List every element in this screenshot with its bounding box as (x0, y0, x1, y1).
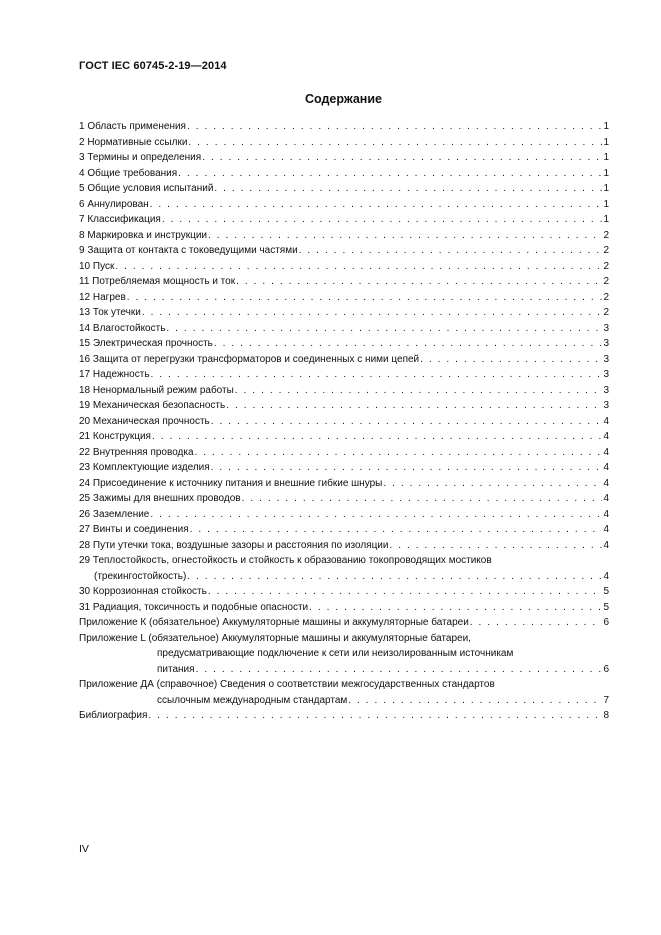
toc-page-number: 4 (603, 431, 609, 442)
toc-page-number: 1 (603, 167, 609, 179)
toc-entry-text: Библиография (79, 710, 148, 721)
toc-entry-text: 5 Общие условия испытаний (79, 183, 214, 194)
toc-entry-text: предусматривающие подключение к сети или неизолированным источникам (157, 648, 514, 659)
toc-entry-text: 28 Пути утечки тока, воздушные зазоры и расстояния по изоляции (79, 539, 389, 551)
toc-entry-text: 16 Защита от перегрузки трансформаторов и соединенных с ними цепей (79, 353, 420, 365)
toc-entry[interactable] (79, 414, 609, 430)
toc-entry-text: Приложение К (обязательное) Аккумуляторные машины и аккумуляторные батареи (79, 617, 469, 628)
toc-entry[interactable] (79, 259, 609, 275)
toc-page-number: 2 (603, 307, 609, 318)
toc-entry[interactable] (79, 491, 609, 507)
toc-entry[interactable] (79, 507, 609, 523)
toc-entry[interactable] (79, 615, 609, 631)
toc-page-number: 4 (603, 508, 609, 520)
toc-entry-text: Приложение L (обязательное) Аккумуляторные машины и аккумуляторные батареи, (79, 632, 471, 644)
toc-page-number: 1 (603, 121, 609, 132)
toc-leader-dots (202, 150, 602, 166)
toc-page-number: 3 (603, 338, 609, 349)
toc-entry-text: 20 Механическая прочность (79, 415, 210, 427)
toc-entry[interactable] (79, 538, 609, 554)
toc-page-number: 2 (603, 260, 609, 272)
toc-page-number: 4 (603, 462, 609, 473)
toc-entry[interactable] (79, 197, 609, 213)
toc-leader-dots (309, 600, 602, 616)
toc-page-number: 4 (603, 570, 609, 582)
toc-leader-dots (235, 383, 603, 399)
toc-leader-dots (226, 398, 602, 414)
toc-page-number: 2 (603, 229, 609, 241)
toc-entry[interactable] (79, 460, 609, 476)
toc-page-number: 6 (603, 617, 609, 628)
toc-page-number: 7 (603, 694, 609, 706)
document-header: ГОСТ IEC 60745-2-19—2014 (79, 60, 227, 72)
toc-leader-dots (211, 414, 603, 430)
toc-page-number: 4 (603, 524, 609, 535)
toc-leader-dots (162, 212, 603, 228)
toc-entry-text: 13 Ток утечки (79, 307, 141, 318)
toc-entry[interactable] (79, 243, 609, 259)
toc-leader-dots (420, 352, 602, 368)
toc-page-number: 1 (603, 152, 609, 163)
toc-entry[interactable] (79, 352, 609, 368)
toc-entry-text: 25 Зажимы для внешних проводов (79, 493, 241, 504)
toc-leader-dots (190, 522, 603, 538)
toc-entry[interactable] (79, 166, 609, 182)
toc-entry-text: 19 Механическая безопасность (79, 400, 226, 411)
toc-entry-text: 22 Внутренняя проводка (79, 446, 194, 458)
toc-entry-text: 14 Влагостойкость (79, 322, 166, 334)
toc-entry[interactable] (79, 445, 609, 461)
toc-entry[interactable] (79, 119, 609, 135)
toc-title: Содержание (304, 92, 382, 106)
toc-leader-dots (152, 429, 602, 445)
toc-entry-text: 18 Ненормальный режим работы (79, 384, 234, 396)
toc-entry-text: 30 Коррозионная стойкость (79, 586, 207, 597)
toc-page-number: 1 (603, 198, 609, 210)
toc-entry[interactable] (79, 398, 609, 414)
toc-entry[interactable] (79, 290, 609, 306)
toc-entry[interactable] (79, 228, 609, 244)
toc-page-number: 2 (603, 245, 609, 256)
toc-leader-dots (299, 243, 603, 259)
toc-entry-text: 10 Пуск (79, 260, 115, 272)
toc-leader-dots (211, 460, 603, 476)
toc-leader-dots (187, 569, 602, 585)
toc-entry-text: 26 Заземление (79, 508, 150, 520)
toc-entry[interactable] (79, 336, 609, 352)
toc-entry[interactable] (79, 212, 609, 228)
toc-page-number: 3 (603, 322, 609, 334)
toc-entry-text: Приложение ДА (справочное) Сведения о соответствии межгосударственных стандартов (79, 679, 495, 690)
toc-entry[interactable] (79, 321, 609, 337)
toc-page-number: 6 (603, 663, 609, 675)
toc-leader-dots (150, 197, 603, 213)
toc-page-number: 5 (603, 586, 609, 597)
toc-entry[interactable] (79, 150, 609, 166)
toc-leader-dots (470, 615, 603, 631)
toc-leader-dots (166, 321, 602, 337)
toc-entry-text: 9 Защита от контакта с токоведущими частями (79, 245, 298, 256)
toc-secondary-list (79, 584, 609, 631)
toc-entry-text: 6 Аннулирован (79, 198, 149, 210)
toc-leader-dots (178, 166, 602, 182)
toc-entry[interactable] (79, 135, 609, 151)
toc-entry-text: 23 Комплектующие изделия (79, 462, 210, 473)
toc-entry[interactable] (79, 383, 609, 399)
table-of-contents (79, 119, 609, 724)
toc-entry-text: 31 Радиация, токсичность и подобные опасности (79, 601, 309, 613)
toc-entry-text: 27 Винты и соединения (79, 524, 189, 535)
toc-entry-text: 29 Теплостойкость, огнестойкость и стойкость к образованию токопроводящих мостиков (79, 555, 492, 566)
toc-page-number: 4 (603, 446, 609, 458)
toc-leader-dots (187, 119, 602, 135)
toc-page-number: 3 (603, 384, 609, 396)
toc-entry-text: 1 Область применения (79, 121, 186, 132)
toc-leader-dots (236, 274, 602, 290)
toc-entry-text: 3 Термины и определения (79, 152, 202, 163)
toc-leader-dots (151, 367, 603, 383)
toc-page-number: 3 (603, 369, 609, 380)
toc-entry-bibliography[interactable] (79, 708, 609, 724)
toc-entry-text: (трекингостойкость) (94, 570, 187, 582)
toc-entry[interactable] (79, 476, 609, 492)
toc-leader-dots (389, 538, 602, 554)
toc-entry[interactable] (79, 181, 609, 197)
toc-leader-dots (208, 584, 603, 600)
toc-entry-text: 17 Надежность (79, 369, 150, 380)
toc-page-number: 1 (603, 183, 609, 194)
toc-page-number: 1 (603, 214, 609, 225)
toc-entry-annex-da[interactable] (79, 677, 609, 708)
toc-leader-dots (383, 476, 602, 492)
toc-leader-dots (150, 507, 602, 523)
toc-entry[interactable] (79, 584, 609, 600)
toc-entry-text: 4 Общие требования (79, 167, 178, 179)
toc-entry[interactable] (79, 367, 609, 383)
toc-page-number: 2 (603, 276, 609, 287)
toc-entry[interactable] (79, 522, 609, 538)
toc-leader-dots (195, 445, 603, 461)
toc-page-number: 8 (603, 710, 609, 721)
toc-leader-dots (242, 491, 603, 507)
toc-page-number: 4 (603, 493, 609, 504)
toc-leader-dots (214, 336, 603, 352)
toc-leader-dots (127, 290, 603, 306)
toc-entry-text: 15 Электрическая прочность (79, 338, 213, 349)
toc-page-number: 4 (603, 477, 609, 489)
toc-page-number: 3 (603, 353, 609, 365)
toc-entry-29[interactable] (79, 553, 609, 584)
page-number-footer: IV (79, 843, 89, 855)
toc-entry-text: 8 Маркировка и инструкции (79, 229, 208, 241)
toc-entry-text: 7 Классификация (79, 214, 161, 225)
toc-page-number: 4 (603, 539, 609, 551)
toc-entry[interactable] (79, 429, 609, 445)
toc-leader-dots (148, 708, 602, 724)
toc-entry-text: 21 Конструкция (79, 431, 151, 442)
toc-entry-text: 12 Нагрев (79, 291, 126, 303)
toc-leader-dots (115, 259, 602, 275)
toc-leader-dots (214, 181, 602, 197)
toc-main-list (79, 119, 609, 553)
toc-page-number: 3 (603, 400, 609, 411)
toc-entry[interactable] (79, 305, 609, 321)
toc-leader-dots (196, 662, 603, 678)
toc-page-number: 2 (603, 291, 609, 303)
toc-leader-dots (348, 693, 602, 709)
toc-entry-text: 11 Потребляемая мощность и ток (79, 276, 236, 287)
toc-leader-dots (142, 305, 603, 321)
toc-entry-text: 24 Присоединение к источнику питания и внешние гибкие шнуры (79, 477, 383, 489)
toc-entry[interactable] (79, 600, 609, 616)
toc-entry-text: питания (157, 663, 195, 675)
toc-entry-text: ссылочным международным стандартам (157, 694, 348, 706)
toc-entry-annex-l[interactable] (79, 631, 609, 678)
toc-leader-dots (208, 228, 602, 244)
toc-entry-text: 2 Нормативные ссылки (79, 136, 188, 148)
toc-page-number: 5 (603, 601, 609, 613)
toc-leader-dots (188, 135, 602, 151)
toc-entry[interactable] (79, 274, 609, 290)
toc-page-number: 4 (603, 415, 609, 427)
toc-page-number: 1 (603, 136, 609, 148)
